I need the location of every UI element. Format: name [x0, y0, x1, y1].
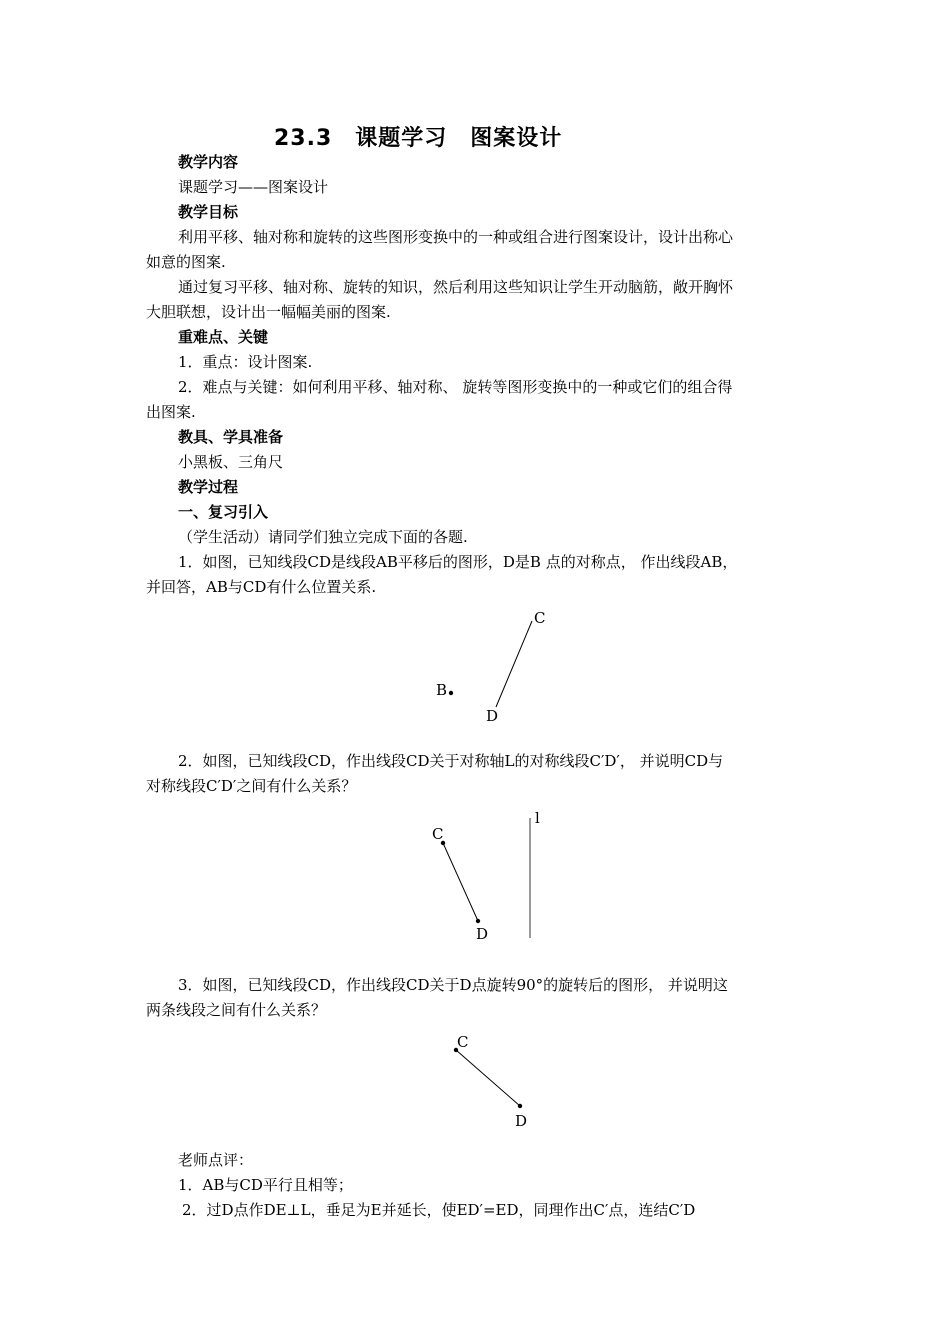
- point-b: [449, 691, 453, 695]
- point-d: [518, 1104, 522, 1108]
- question-2-line-2: 对称线段C′D′之间有什么关系？: [146, 777, 357, 795]
- question-3-line-2: 两条线段之间有什么关系？: [146, 1001, 327, 1019]
- key-point-2-line-2: 出图案.: [146, 403, 196, 421]
- label-d: D: [515, 1112, 528, 1130]
- goals-paragraph-1-line-2: 如意的图案.: [146, 253, 226, 271]
- label-c: C: [534, 609, 546, 627]
- label-d: D: [476, 925, 489, 943]
- teacher-comment-2: 2．过D点作DE⊥L，垂足为E并延长，使ED′=ED，同理作出C′点，连结C′D: [182, 1201, 696, 1219]
- review-heading: 一、复习引入: [178, 503, 269, 521]
- content-text: 课题学习——图案设计: [178, 178, 329, 196]
- teacher-comment-1: 1．AB与CD平行且相等；: [178, 1176, 353, 1194]
- goals-paragraph-2-line-1: 通过复习平移、轴对称、旋转的知识，然后利用这些知识让学生开动脑筋，敞开胸怀: [178, 278, 734, 296]
- tools-text: 小黑板、三角尺: [178, 453, 284, 471]
- goals-paragraph-1-line-1: 利用平移、轴对称和旋转的这些图形变换中的一种或组合进行图案设计，设计出称心: [178, 228, 734, 246]
- key-point-1: 1．重点：设计图案.: [178, 353, 313, 371]
- key-points-heading: 重难点、关键: [178, 328, 269, 346]
- goals-heading: 教学目标: [178, 203, 239, 221]
- figure-2: [432, 809, 540, 943]
- figure-1: [436, 609, 545, 725]
- teacher-comment-heading: 老师点评：: [178, 1151, 254, 1169]
- tools-heading: 教具、学具准备: [178, 428, 284, 446]
- question-3-line-1: 3．如图，已知线段CD，作出线段CD关于D点旋转90°的旋转后的图形， 并说明这: [178, 976, 728, 994]
- point-d: [476, 919, 480, 923]
- process-heading: 教学过程: [178, 478, 239, 496]
- figure-3: [454, 1033, 527, 1130]
- question-1-line-1: 1．如图，已知线段CD是线段AB平移后的图形，D是B 点的对称点， 作出线段AB，: [178, 553, 738, 571]
- key-point-2-line-1: 2．难点与关键：如何利用平移、轴对称、 旋转等图形变换中的一种或它们的组合得: [178, 378, 733, 396]
- goals-paragraph-2-line-2: 大胆联想，设计出一幅幅美丽的图案.: [146, 303, 391, 321]
- segment-cd: [443, 843, 478, 921]
- segment-cd: [456, 1050, 520, 1106]
- label-d: D: [486, 707, 499, 725]
- page-title: 23.3 课题学习 图案设计: [274, 126, 563, 151]
- segment-cd: [496, 621, 532, 707]
- label-c: C: [457, 1033, 469, 1051]
- label-b: B: [436, 681, 448, 699]
- label-l: l: [535, 809, 540, 827]
- question-2-line-1: 2．如图，已知线段CD，作出线段CD关于对称轴L的对称线段C′D′， 并说明CD与: [178, 752, 724, 770]
- question-1-line-2: 并回答，AB与CD有什么位置关系.: [146, 578, 377, 596]
- label-c: C: [432, 825, 444, 843]
- student-activity: （学生活动）请同学们独立完成下面的各题.: [178, 528, 468, 546]
- content-heading: 教学内容: [178, 153, 239, 171]
